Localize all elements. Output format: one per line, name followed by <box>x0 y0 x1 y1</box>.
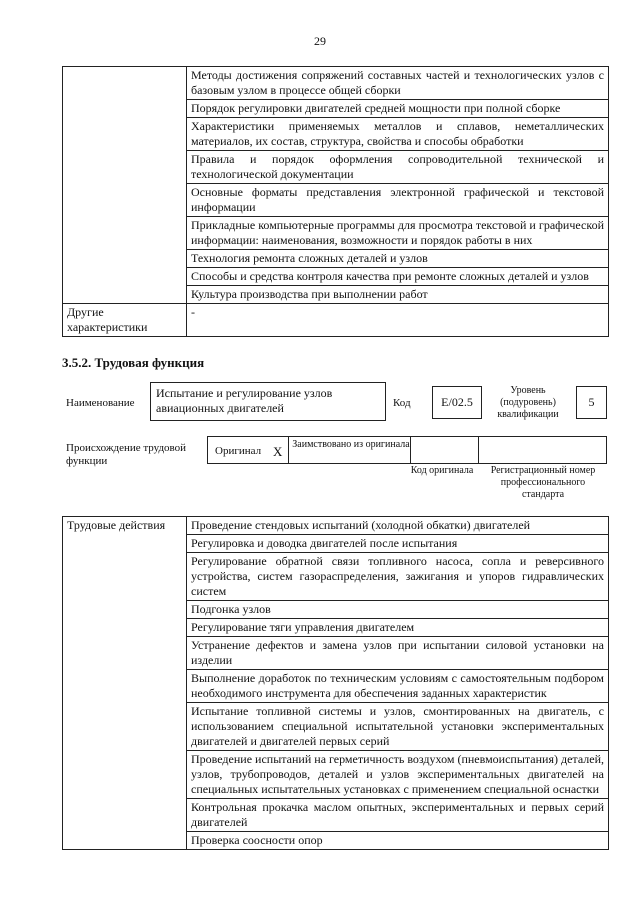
table-row <box>63 517 609 535</box>
page-number: 29 <box>314 34 326 48</box>
table-cell-empty <box>63 67 187 304</box>
level-label: Уровень (подуровень) квалификации <box>497 385 559 420</box>
table-cell: Способы и средства контроля качества при ремонте сложных деталей и узлов <box>187 268 609 286</box>
divider <box>288 437 289 463</box>
level-value-box: 5 <box>576 386 607 419</box>
table-cell: Подгонка узлов <box>187 601 609 619</box>
section-title: 3.5.2. Трудовая функция <box>62 355 205 370</box>
table-cell: Проведение испытаний на герметичность воздухом (пневмоиспытания) деталей, узлов, трубопроводов, деталей и узлов экспериментальных двигателей на специальных испытательных установках с применением специальной оснастки <box>187 751 609 799</box>
table-cell: Культура производства при выполнении работ <box>187 286 609 304</box>
other-characteristics-value: - <box>187 304 609 337</box>
function-code-box: E/02.5 <box>432 386 482 419</box>
reg-number-caption: Регистрационный номер профессионального стандарта <box>490 465 596 500</box>
table-cell: Регулирование тяги управления двигателем <box>187 619 609 637</box>
table-cell: Контрольная прокачка маслом опытных, экспериментальных и первых серий двигателей <box>187 799 609 832</box>
divider <box>410 437 411 463</box>
table-cell: Характеристики применяемых металлов и сплавов, неметаллических материалов, их состав, структура, свойства и способы обработки <box>187 118 609 151</box>
table-cell: Выполнение доработок по техническим условиям с самостоятельным подбором необходимого инструмента для обеспечения заданных характеристик <box>187 670 609 703</box>
table-cell: Устранение дефектов и замена узлов при испытании силовой установки на изделии <box>187 637 609 670</box>
name-label: Наименование <box>66 397 135 409</box>
table-cell: Проведение стендовых испытаний (холодной обкатки) двигателей <box>187 517 609 535</box>
table-cell: Испытание топливной системы и узлов, смонтированных на двигатель, с использованием специальной испытательной установки экспериментальных двигателей и двигателей первых серий <box>187 703 609 751</box>
function-name-box: Испытание и регулирование узлов авиационных двигателей <box>150 382 386 421</box>
code-caption: Код оригинала <box>410 465 474 476</box>
table-cell: Регулировка и доводка двигателей после испытания <box>187 535 609 553</box>
table-cell: Методы достижения сопряжений составных частей и технологических узлов с базовым узлом в процессе общей сборки <box>187 67 609 100</box>
table-cell: Основные форматы представления электронной графической и текстовой информации <box>187 184 609 217</box>
origin-row <box>207 436 607 464</box>
table-cell: Регулирование обратной связи топливного насоса, сопла и реверсивного устройства, систем газораспределения, зажигания и упоров гидравлических систем <box>187 553 609 601</box>
table-cell: Проверка соосности опор <box>187 832 609 850</box>
other-characteristics-label: Другие характеристики <box>63 304 187 337</box>
labor-actions-label: Трудовые действия <box>63 517 187 850</box>
table-cell: Технология ремонта сложных деталей и узлов <box>187 250 609 268</box>
table-cell: Правила и порядок оформления сопроводительной технической и технологической документации <box>187 151 609 184</box>
labor-actions-table <box>62 516 609 850</box>
code-label: Код <box>393 397 411 409</box>
original-mark: X <box>273 444 283 459</box>
table-row <box>63 67 609 100</box>
borrowed-label: Заимствовано из оригинала <box>292 439 410 450</box>
origin-label: Происхождение трудовой функции <box>66 442 187 467</box>
table-cell: Прикладные компьютерные программы для просмотра текстовой и графической информации: наименования, возможности и порядок работы в них <box>187 217 609 250</box>
knowledge-table <box>62 66 609 337</box>
table-row <box>63 304 609 337</box>
divider <box>478 437 479 463</box>
table-cell: Порядок регулировки двигателей средней мощности при полной сборке <box>187 100 609 118</box>
original-label: Оригинал <box>215 445 262 457</box>
